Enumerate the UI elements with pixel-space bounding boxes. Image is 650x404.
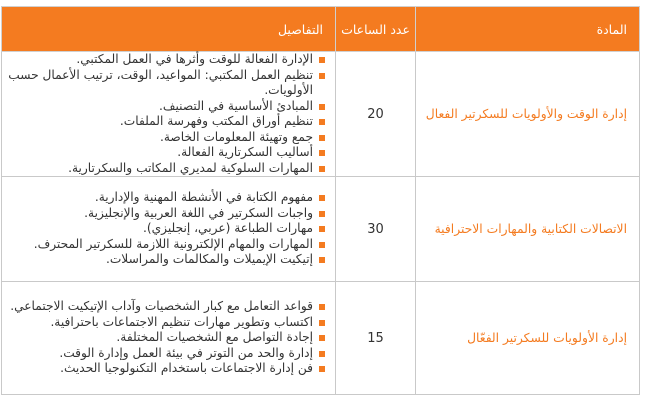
- list-item: إجادة التواصل مع الشخصيات المختلفة.: [6, 330, 325, 346]
- list-item: فن إدارة الاجتماعات باستخدام التكنولوجيا الحديث.: [6, 361, 325, 377]
- list-item: أساليب السكرتارية الفعالة.: [6, 145, 325, 161]
- list-item: اكتساب وتطوير مهارات تنظيم الاجتماعات باحترافية.: [6, 315, 325, 331]
- header-hours: عدد الساعات: [336, 7, 416, 52]
- table-row: [2, 282, 640, 395]
- table-row: [2, 177, 640, 282]
- header-details: التفاصيل: [2, 7, 336, 52]
- course-table: [1, 6, 640, 395]
- row-subject: الاتصالات الكتابية والمهارات الاحترافية: [416, 177, 640, 282]
- list-item: المبادئ الأساسية في التصنيف.: [6, 99, 325, 115]
- table-row: [2, 52, 640, 177]
- list-item: تنظيم العمل المكتبي: المواعيد، الوقت، ترتيب الأعمال حسب الأولويات.: [6, 68, 325, 99]
- row-hours: 15: [336, 282, 416, 395]
- details-list: [6, 190, 325, 268]
- list-item: مهارات الطباعة (عربي، إنجليزي).: [6, 221, 325, 237]
- list-item: إتيكيت الإيميلات والمكالمات والمراسلات.: [6, 252, 325, 268]
- row-details: [2, 52, 336, 177]
- row-hours: 30: [336, 177, 416, 282]
- header-subject: المادة: [416, 7, 640, 52]
- list-item: الإدارة الفعالة للوقت وأثرها في العمل المكتبي.: [6, 52, 325, 68]
- row-hours: 20: [336, 52, 416, 177]
- row-subject: إدارة الوقت والأولويات للسكرتير الفعال: [416, 52, 640, 177]
- list-item: واجبات السكرتير في اللغة العربية والإنجليزية.: [6, 206, 325, 222]
- row-details: [2, 282, 336, 395]
- list-item: المهارات السلوكية لمديري المكاتب والسكرتارية.: [6, 161, 325, 177]
- list-item: قواعد التعامل مع كبار الشخصيات وآداب الإتيكيت الاجتماعي.: [6, 299, 325, 315]
- row-details: [2, 177, 336, 282]
- list-item: جمع وتهيئة المعلومات الخاصة.: [6, 130, 325, 146]
- list-item: المهارات والمهام الإلكترونية اللازمة للسكرتير المحترف.: [6, 237, 325, 253]
- details-list: [6, 299, 325, 377]
- list-item: مفهوم الكتابة في الأنشطة المهنية والإدارية.: [6, 190, 325, 206]
- row-subject: إدارة الأولويات للسكرتير الفعّال: [416, 282, 640, 395]
- list-item: تنظيم أوراق المكتب وفهرسة الملفات.: [6, 114, 325, 130]
- details-list: [6, 52, 325, 176]
- course-table-container: [2, 6, 640, 395]
- table-header-row: [2, 7, 640, 52]
- list-item: إدارة والحد من التوتر في بيئة العمل وإدارة الوقت.: [6, 346, 325, 362]
